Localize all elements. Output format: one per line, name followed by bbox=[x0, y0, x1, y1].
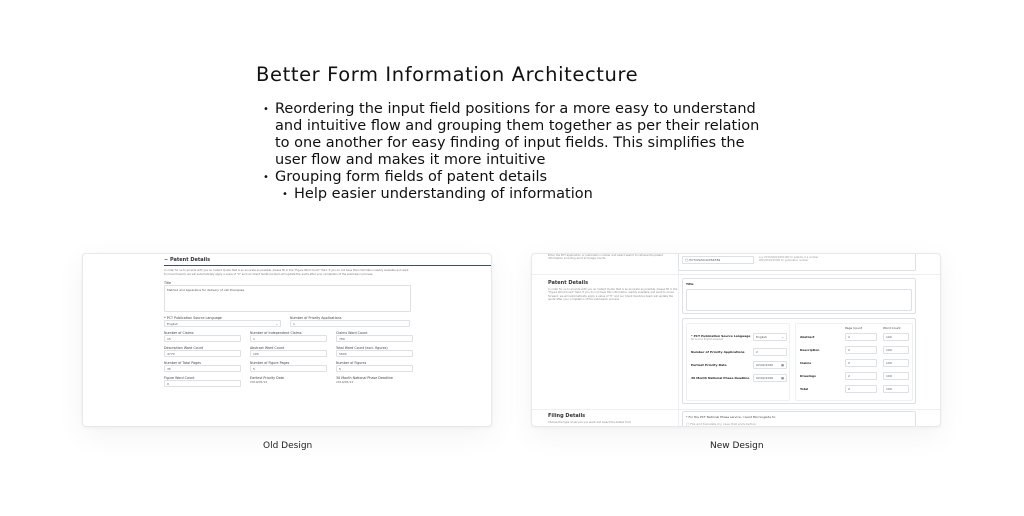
chevron-down-icon: ⌄ bbox=[275, 322, 278, 327]
drawings-pages-input[interactable]: 2 bbox=[845, 372, 877, 380]
filing-section-title: Filing Details bbox=[548, 413, 586, 419]
word-count-header: Word Count bbox=[883, 326, 901, 330]
column-divider bbox=[678, 254, 679, 427]
chevron-down-icon: ⌄ bbox=[781, 335, 784, 339]
new-priority-apps-input[interactable]: 2 bbox=[753, 348, 787, 356]
old-section-title: Patent Details bbox=[169, 257, 211, 263]
pct-hint: e.g. PCT/US2019/051190 for patents or a number WO/2019/193190 for publication number bbox=[759, 256, 819, 262]
old-claims-input[interactable]: 15 bbox=[164, 335, 241, 342]
new-earliest-value: 02/02/2020 bbox=[756, 363, 774, 367]
old-design-caption: Old Design bbox=[263, 441, 313, 451]
old-earliest-priority-label: Earliest Priority Date bbox=[250, 376, 285, 381]
section-divider bbox=[532, 274, 941, 275]
old-language-select[interactable] bbox=[164, 320, 281, 327]
filing-intro-text: Choose the type of service you want and select the details from bbox=[548, 421, 632, 424]
old-figure-wc-label: Figure Word Count bbox=[164, 376, 195, 381]
counts-group bbox=[795, 323, 913, 401]
filing-option-label: File and translate my case that ends before bbox=[690, 422, 756, 426]
new-section-title: Patent Details bbox=[548, 280, 589, 286]
count-row-label: Drawings bbox=[800, 374, 816, 378]
old-language-value: English bbox=[167, 322, 178, 327]
new-filing-intro bbox=[548, 413, 678, 424]
abstract-pages-input[interactable]: 2 bbox=[845, 333, 877, 341]
old-figure-pages-label: Number of Figure Pages bbox=[250, 361, 290, 366]
radio-icon: ◯ bbox=[686, 422, 690, 426]
description-pages-input[interactable]: 2 bbox=[845, 346, 877, 354]
collapse-icon: − bbox=[164, 257, 169, 263]
old-nat-phase-label: 30 Month National Phase Deadline bbox=[336, 376, 393, 381]
old-claims-wc-label: Claims Word Count bbox=[336, 331, 368, 336]
old-indep-claims-label: Number of Independent Claims bbox=[250, 331, 302, 336]
claims-words-input[interactable]: 100 bbox=[883, 359, 909, 367]
filing-option[interactable] bbox=[686, 422, 756, 426]
new-language-label: * PCT Publication Source Language bbox=[691, 334, 751, 338]
description-words-input[interactable]: 100 bbox=[883, 346, 909, 354]
filing-question: * For the PCT National Phase service, I want Morningside to: bbox=[686, 415, 777, 419]
old-claims-label: Number of Claims bbox=[164, 331, 194, 336]
old-total-wc-label: Total Word Count (excl. figures) bbox=[336, 346, 388, 351]
drawings-words-input[interactable]: 100 bbox=[883, 372, 909, 380]
old-total-pages-input[interactable]: 35 bbox=[164, 365, 241, 372]
calendar-icon: ▦ bbox=[781, 376, 784, 380]
old-figures-input[interactable]: 5 bbox=[336, 365, 413, 372]
filing-panel bbox=[682, 411, 916, 427]
new-language-value: English bbox=[756, 335, 767, 339]
old-figure-wc-input[interactable]: 0 bbox=[164, 380, 241, 387]
new-nat-value: 02/02/2020 bbox=[756, 376, 774, 380]
claims-pages-input[interactable]: 2 bbox=[845, 359, 877, 367]
old-indep-claims-input[interactable]: 1 bbox=[250, 335, 327, 342]
bullet-item: • Grouping form fields of patent details bbox=[263, 169, 763, 186]
radio-icon: ◯ bbox=[685, 258, 689, 262]
old-priority-apps-label: Number of Priority Applications bbox=[290, 316, 342, 321]
title-panel bbox=[682, 278, 916, 314]
bullet-item: • Reordering the input field positions for a more easy to understand and intuitive flow and grouping them together as per their relation to one another for easy finding of input fields. This simplifies the user flow and makes it more intuitive bbox=[263, 101, 763, 169]
old-intro-text: In order for us to provide with you an Instant Quote that is as accurate as possible, please fill in the "Figure Word Count" field. If you do not have this information readily available and want to move forward, we will automatically apply a value of "0" and our Client Solutions team will update the quote after your completion of the submission process. bbox=[164, 269, 409, 276]
new-nat-date-input[interactable] bbox=[753, 374, 787, 382]
old-title-label: Title bbox=[164, 281, 172, 286]
old-title-textarea[interactable]: Method and apparatus for delivery of cell therapies bbox=[164, 285, 411, 312]
new-design-screenshot bbox=[531, 253, 941, 427]
new-language-select[interactable] bbox=[753, 333, 787, 341]
old-total-wc-input[interactable]: 5604 bbox=[336, 350, 413, 357]
old-abstract-wc-label: Abstract Word Count bbox=[250, 346, 285, 351]
count-row-label: Description bbox=[800, 348, 820, 352]
new-intro-text: In order for us to provide with you an Instant Quote that is as accurate as possible, please fill in the "Figure Word Count" field. If you do not have this information readily available and want to move forward, we will automatically apply a value of "0" and our Client Solutions team will update the quote after your completion of the submission process. bbox=[548, 288, 678, 302]
old-patent-form bbox=[164, 257, 492, 391]
old-earliest-priority-value: 2019/05/12 bbox=[250, 380, 268, 385]
old-section-header bbox=[164, 257, 492, 266]
sub-bullet-item: • Help easier understanding of information bbox=[263, 186, 763, 203]
page-count-header: Page Count bbox=[845, 326, 863, 330]
new-patent-details-intro bbox=[548, 280, 678, 302]
new-priority-apps-label: Number of Priority Applications bbox=[691, 350, 745, 354]
total-pages-input[interactable]: 2 bbox=[845, 385, 877, 393]
old-desc-wc-input[interactable]: 4774 bbox=[164, 350, 241, 357]
slide-title: Better Form Information Architecture bbox=[256, 63, 639, 86]
old-claims-wc-input[interactable]: 780 bbox=[336, 335, 413, 342]
old-desc-wc-label: Description Word Count bbox=[164, 346, 204, 351]
new-language-hint: No source English selected bbox=[691, 338, 724, 341]
count-row-label: Claims bbox=[800, 361, 812, 365]
old-nat-phase-value: 2019/05/12 bbox=[336, 380, 354, 385]
old-total-pages-label: Number of Total Pages bbox=[164, 361, 201, 366]
new-earliest-date-input[interactable] bbox=[753, 361, 787, 369]
new-top-note: Enter the PCT application or publication number and select search to retrieve the patent information including word and page counts. bbox=[548, 254, 664, 261]
old-figures-label: Number of Figures bbox=[336, 361, 367, 366]
new-design-caption: New Design bbox=[710, 441, 764, 451]
details-panel bbox=[682, 318, 916, 404]
new-nat-label: 30 Month National Phase Deadline bbox=[691, 376, 750, 380]
count-row-label: Total bbox=[800, 387, 809, 391]
new-title-label: Title bbox=[686, 282, 694, 286]
pct-number-input[interactable] bbox=[682, 256, 754, 264]
old-figure-pages-input[interactable]: 5 bbox=[250, 365, 327, 372]
new-top-left bbox=[548, 254, 678, 261]
bullet-list bbox=[263, 101, 763, 203]
calendar-icon: ▦ bbox=[781, 363, 784, 367]
old-language-label: * PCT Publication Source Language bbox=[164, 316, 222, 321]
total-words-input[interactable]: 100 bbox=[883, 385, 909, 393]
count-row-label: Abstract bbox=[800, 335, 815, 339]
pct-search-panel bbox=[678, 253, 916, 271]
old-design-screenshot bbox=[82, 253, 492, 427]
language-dates-group bbox=[686, 323, 790, 401]
new-earliest-label: Earliest Priority Date bbox=[691, 363, 727, 367]
old-abstract-wc-input[interactable]: 105 bbox=[250, 350, 327, 357]
new-title-input[interactable] bbox=[686, 289, 912, 311]
old-priority-apps-input[interactable]: 1 bbox=[290, 320, 410, 327]
abstract-words-input[interactable]: 100 bbox=[883, 333, 909, 341]
section-divider bbox=[532, 409, 941, 410]
pct-number-value: PCT/US2019/056789 bbox=[689, 258, 721, 262]
